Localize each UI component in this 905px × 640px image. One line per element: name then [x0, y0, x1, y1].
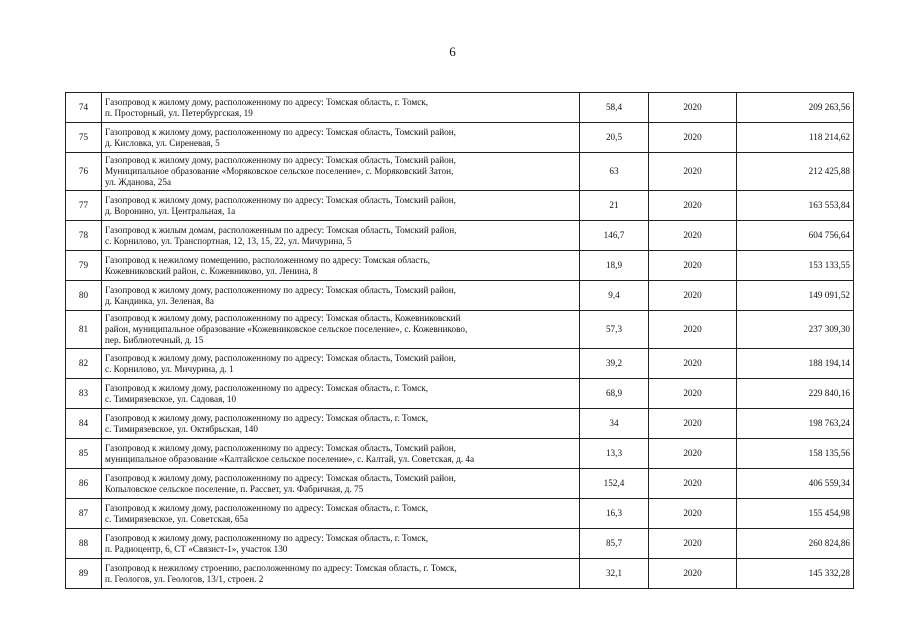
object-name: Газопровод к жилому дому, расположенному по адресу: Томская область, Кожевниковский район, муниципальное образование «Кожевниковское сельское поселение», с. Кожевниково, пер. Библиотечный, д. 15: [102, 311, 580, 349]
year: 2020: [649, 123, 737, 153]
gas-pipeline-table: [65, 92, 854, 589]
table-row: [66, 529, 854, 559]
row-number: 88: [66, 529, 102, 559]
row-number: 77: [66, 191, 102, 221]
table-row: [66, 379, 854, 409]
cost: 145 332,28: [737, 559, 854, 589]
year: 2020: [649, 349, 737, 379]
year: 2020: [649, 251, 737, 281]
table-body: [66, 93, 854, 589]
cost: 158 135,56: [737, 439, 854, 469]
object-name: Газопровод к жилому дому, расположенному по адресу: Томская область, г. Томск, с. Тимирязевское, ул. Советская, 65а: [102, 499, 580, 529]
table-row: [66, 123, 854, 153]
table-row: [66, 311, 854, 349]
pipeline-length: 63: [580, 153, 649, 191]
table-row: [66, 469, 854, 499]
object-name: Газопровод к жилому дому, расположенному по адресу: Томская область, Томский район, д. Кандинка, ул. Зеленая, 8а: [102, 281, 580, 311]
row-number: 84: [66, 409, 102, 439]
cost: 198 763,24: [737, 409, 854, 439]
row-number: 83: [66, 379, 102, 409]
pipeline-length: 32,1: [580, 559, 649, 589]
object-name: Газопровод к жилым домам, расположенным по адресу: Томская область, Томский район, с. Корнилово, ул. Транспортная, 12, 13, 15, 22, ул. Мичурина, 5: [102, 221, 580, 251]
row-number: 87: [66, 499, 102, 529]
cost: 604 756,64: [737, 221, 854, 251]
row-number: 79: [66, 251, 102, 281]
year: 2020: [649, 93, 737, 123]
pipeline-length: 13,3: [580, 439, 649, 469]
object-name: Газопровод к жилому дому, расположенному по адресу: Томская область, Томский район, д. Кисловка, ул. Сиреневая, 5: [102, 123, 580, 153]
row-number: 86: [66, 469, 102, 499]
pipeline-length: 39,2: [580, 349, 649, 379]
cost: 118 214,62: [737, 123, 854, 153]
cost: 212 425,88: [737, 153, 854, 191]
year: 2020: [649, 221, 737, 251]
row-number: 89: [66, 559, 102, 589]
object-name: Газопровод к жилому дому, расположенному по адресу: Томская область, Томский район, муниципальное образование «Калтайское сельское поселение», с. Калтай, ул. Советская, д. 4а: [102, 439, 580, 469]
cost: 149 091,52: [737, 281, 854, 311]
table-row: [66, 281, 854, 311]
cost: 237 309,30: [737, 311, 854, 349]
table-row: [66, 153, 854, 191]
year: 2020: [649, 529, 737, 559]
page-number: 6: [449, 44, 456, 59]
object-name: Газопровод к жилому дому, расположенному по адресу: Томская область, Томский район, Копыловское сельское поселение, п. Рассвет, ул. Фабричная, д. 75: [102, 469, 580, 499]
cost: 260 824,86: [737, 529, 854, 559]
pipeline-length: 20,5: [580, 123, 649, 153]
row-number: 76: [66, 153, 102, 191]
year: 2020: [649, 469, 737, 499]
cost: 153 133,55: [737, 251, 854, 281]
year: 2020: [649, 499, 737, 529]
object-name: Газопровод к жилому дому, расположенному по адресу: Томская область, Томский район, д. Воронино, ул. Центральная, 1а: [102, 191, 580, 221]
row-number: 78: [66, 221, 102, 251]
cost: 163 553,84: [737, 191, 854, 221]
row-number: 82: [66, 349, 102, 379]
row-number: 81: [66, 311, 102, 349]
table-row: [66, 559, 854, 589]
object-name: Газопровод к нежилому строению, расположенному по адресу: Томская область, г. Томск, п. Геологов, ул. Геологов, 13/1, строен. 2: [102, 559, 580, 589]
table-row: [66, 93, 854, 123]
row-number: 80: [66, 281, 102, 311]
pipeline-length: 68,9: [580, 379, 649, 409]
year: 2020: [649, 379, 737, 409]
row-number: 74: [66, 93, 102, 123]
object-name: Газопровод к жилому дому, расположенному по адресу: Томская область, г. Томск, с. Тимирязевское, ул. Октябрьская, 140: [102, 409, 580, 439]
year: 2020: [649, 281, 737, 311]
year: 2020: [649, 153, 737, 191]
table-row: [66, 439, 854, 469]
object-name: Газопровод к жилому дому, расположенному по адресу: Томская область, Томский район, Муниципальное образование «Моряковское сельское поселение», с. Моряковский Затон, ул. Жданова, 25а: [102, 153, 580, 191]
year: 2020: [649, 559, 737, 589]
pipeline-length: 16,3: [580, 499, 649, 529]
pipeline-length: 34: [580, 409, 649, 439]
object-name: Газопровод к жилому дому, расположенному по адресу: Томская область, г. Томск, с. Тимирязевское, ул. Садовая, 10: [102, 379, 580, 409]
table-row: [66, 349, 854, 379]
table-row: [66, 221, 854, 251]
year: 2020: [649, 409, 737, 439]
year: 2020: [649, 311, 737, 349]
table-row: [66, 409, 854, 439]
object-name: Газопровод к жилому дому, расположенному по адресу: Томская область, г. Томск, п. Радиоцентр, 6, СТ «Связист-1», участок 130: [102, 529, 580, 559]
year: 2020: [649, 439, 737, 469]
pipeline-length: 152,4: [580, 469, 649, 499]
table-row: [66, 499, 854, 529]
cost: 209 263,56: [737, 93, 854, 123]
object-name: Газопровод к жилому дому, расположенному по адресу: Томская область, г. Томск, п. Просторный, ул. Петербургская, 19: [102, 93, 580, 123]
table-row: [66, 191, 854, 221]
object-name: Газопровод к нежилому помещению, расположенному по адресу: Томская область, Кожевниковский район, с. Кожевниково, ул. Ленина, 8: [102, 251, 580, 281]
cost: 155 454,98: [737, 499, 854, 529]
pipeline-length: 57,3: [580, 311, 649, 349]
pipeline-length: 18,9: [580, 251, 649, 281]
cost: 188 194,14: [737, 349, 854, 379]
cost: 229 840,16: [737, 379, 854, 409]
pipeline-length: 21: [580, 191, 649, 221]
pipeline-length: 58,4: [580, 93, 649, 123]
pipeline-length: 146,7: [580, 221, 649, 251]
cost: 406 559,34: [737, 469, 854, 499]
table-row: [66, 251, 854, 281]
row-number: 85: [66, 439, 102, 469]
year: 2020: [649, 191, 737, 221]
pipeline-length: 85,7: [580, 529, 649, 559]
row-number: 75: [66, 123, 102, 153]
object-name: Газопровод к жилому дому, расположенному по адресу: Томская область, Томский район, с. Корнилово, ул. Мичурина, д. 1: [102, 349, 580, 379]
pipeline-length: 9,4: [580, 281, 649, 311]
